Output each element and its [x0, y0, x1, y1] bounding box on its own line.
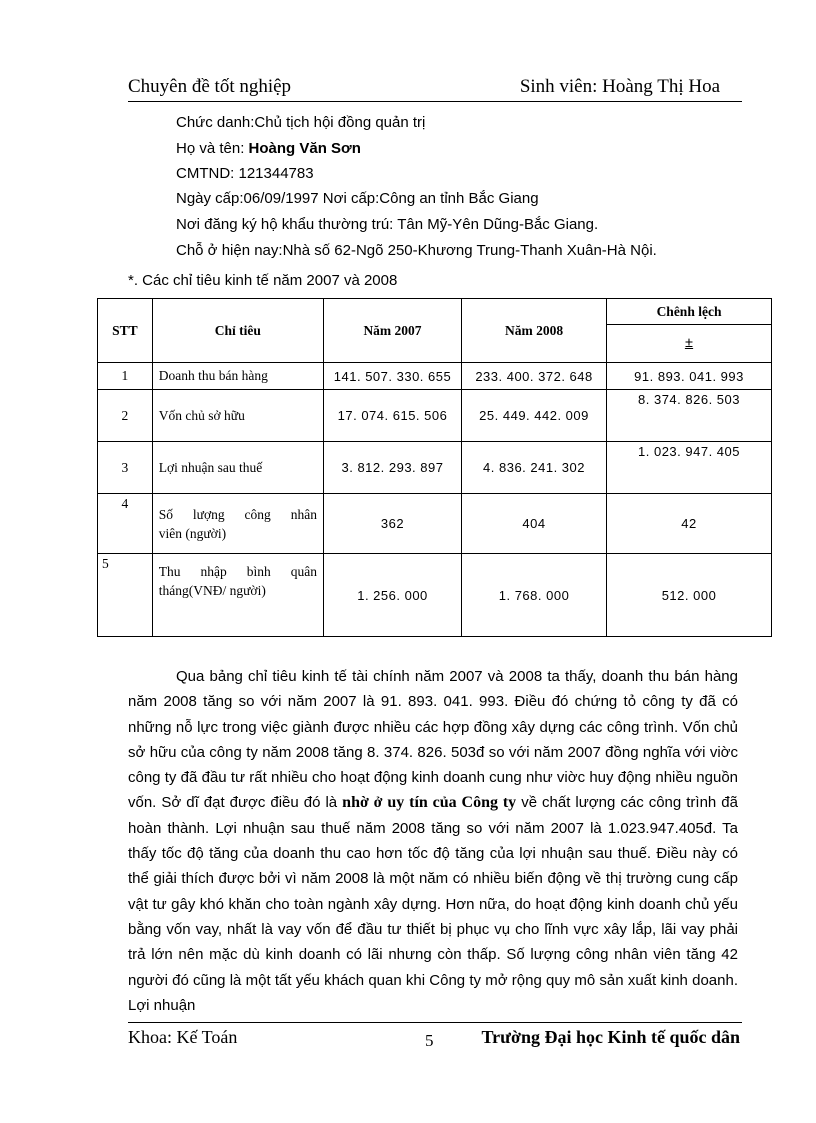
footer-right: Trường Đại học Kinh tế quốc dân — [481, 1027, 740, 1047]
cell-diff: 512. 000 — [607, 554, 772, 637]
cell-diff: 8. 374. 826. 503 — [607, 390, 772, 442]
page-header — [128, 76, 742, 100]
footer-rule — [128, 1022, 742, 1023]
info-cho-o: Chỗ ở hiện nay:Nhà số 62-Ngõ 250-Khương Trung-Thanh Xuân-Hà Nội. — [176, 242, 657, 259]
cell-2008: 25. 449. 442. 009 — [462, 390, 607, 442]
footer-left: Khoa: Kế Toán — [128, 1027, 238, 1047]
indicators-table — [97, 298, 772, 637]
cell-stt: 3 — [98, 442, 153, 494]
cell-2007: 362 — [323, 494, 461, 554]
cell-stt: 5 — [98, 554, 153, 637]
cell-diff: 42 — [607, 494, 772, 554]
cell-chi-tieu: Vốn chủ sở hữu — [152, 390, 323, 442]
header-right: Sinh viên: Hoàng Thị Hoa — [519, 76, 720, 97]
body-paragraph — [128, 664, 738, 1018]
paragraph-part2: về chất lượng các công trình đã hoàn thành. Lợi nhuận sau thuế năm 2008 tăng so với năm 2007 là 1.023.947.405đ. Ta thấy tốc độ tăng của doanh thu cao hơn tốc độ tăng của lợi nhuận sau thuế. Điều này có thể giải thích được bởi vì năm 2008 là một năm có nhiều biến động về thị trường cung cấp vật tư gây khó khăn cho toàn ngành xây dựng. Hơn nữa, do hoạt động kinh doanh chủ yếu bằng vốn vay, nhất là vay vốn để đầu tư thiết bị phục vụ cho lĩnh vực xây lắp, lãi vay phải trả lớn nên mặc dù kinh doanh có lãi nhưng còn thấp. Số lượng công nhân viên tăng 42 người đó cũng là một tất yếu khách quan khi Công ty mở rộng quy mô sản xuất kinh doanh. Lợi nhuận — [128, 794, 738, 1014]
cell-chi-tieu — [152, 494, 323, 554]
header-stt: STT — [98, 299, 153, 363]
cell-2007: 141. 507. 330. 655 — [323, 363, 461, 390]
ho-ten-label: Họ và tên: — [176, 140, 249, 157]
cell-2007: 3. 812. 293. 897 — [323, 442, 461, 494]
table-row — [98, 494, 772, 554]
cell-chi-tieu: Doanh thu bán hàng — [152, 363, 323, 390]
table-row — [98, 363, 772, 390]
header-chenh-lech: Chênh lệch — [607, 299, 772, 325]
header-chi-tieu: Chỉ tiêu — [152, 299, 323, 363]
cell-stt: 1 — [98, 363, 153, 390]
page-footer — [128, 1027, 742, 1051]
header-plus-minus: ± — [607, 325, 772, 363]
info-ho-ten — [176, 140, 361, 157]
cell-2008: 233. 400. 372. 648 — [462, 363, 607, 390]
header-left: Chuyên đề tốt nghiệp — [128, 76, 292, 97]
cell-chi-tieu-line2: viên (người) — [158, 525, 227, 541]
table-row — [98, 442, 772, 494]
cell-chi-tieu-line2: tháng(VNĐ/ người) — [158, 583, 266, 598]
info-chuc-danh: Chức danh:Chủ tịch hội đồng quản trị — [176, 114, 426, 131]
header-2008: Năm 2008 — [462, 299, 607, 363]
header-rule — [128, 101, 742, 102]
table-row — [98, 554, 772, 637]
cell-diff: 1. 023. 947. 405 — [607, 442, 772, 494]
cell-2007: 1. 256. 000 — [323, 554, 461, 637]
cell-2008: 404 — [462, 494, 607, 554]
cell-2007: 17. 074. 615. 506 — [323, 390, 461, 442]
info-cmtnd: CMTND: 121344783 — [176, 165, 314, 182]
cell-stt: 4 — [98, 494, 153, 554]
paragraph-part1: Qua bảng chỉ tiêu kinh tế tài chính năm 2007 và 2008 ta thấy, doanh thu bán hàng năm 2008 tăng so với năm 2007 là 91. 893. 041. 993. Điều đó chứng tỏ công ty đã có những nỗ lực trong việc giành được nhiều các hợp đồng xây dựng các công trình. Vốn chủ sở hữu của công ty năm 2008 tăng 8. 374. 826. 503đ so với năm 2007 đồng nghĩa với viờc công ty đã đầu tư rất nhiều cho hoạt động kinh doanh cung như viờc huy động nhiều nguồn vốn. Sở dĩ đạt được điều đó là — [128, 668, 738, 812]
cell-2008: 1. 768. 000 — [462, 554, 607, 637]
cell-diff: 91. 893. 041. 993 — [607, 363, 772, 390]
page-number: 5 — [425, 1031, 434, 1050]
cell-chi-tieu-line1: Thu nhập bình quân — [158, 564, 317, 579]
cell-stt: 2 — [98, 390, 153, 442]
cell-chi-tieu-line1: Số lượng công nhân — [158, 506, 317, 522]
cell-chi-tieu — [152, 554, 323, 637]
cell-chi-tieu: Lợi nhuận sau thuế — [152, 442, 323, 494]
paragraph-bold: nhờ ở uy tín của Công ty — [342, 794, 517, 812]
ho-ten-value: Hoàng Văn Sơn — [248, 140, 361, 157]
info-ngay-cap: Ngày cấp:06/09/1997 Nơi cấp:Công an tỉnh Bắc Giang — [176, 190, 539, 207]
header-2007: Năm 2007 — [323, 299, 461, 363]
table-title: *. Các chỉ tiêu kinh tế năm 2007 và 2008 — [128, 272, 398, 289]
info-ho-khau: Nơi đăng ký hộ khẩu thường trú: Tân Mỹ-Yên Dũng-Bắc Giang. — [176, 216, 599, 233]
cell-2008: 4. 836. 241. 302 — [462, 442, 607, 494]
table-row — [98, 390, 772, 442]
